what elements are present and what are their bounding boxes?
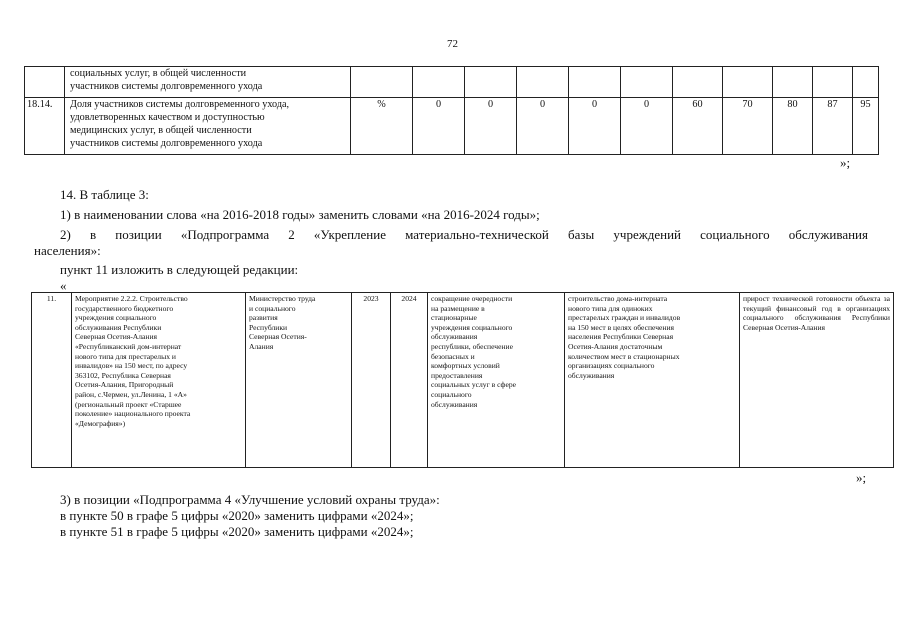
value-cell bbox=[569, 67, 621, 98]
unit-cell bbox=[351, 67, 413, 98]
value-cell bbox=[813, 67, 853, 98]
table-row bbox=[32, 293, 894, 468]
item-14-heading: 14. В таблице 3: bbox=[60, 187, 149, 202]
main-directions: строительство дома-интерната нового типа для одиноких престарелых граждан и инвалидов на 150 мест в целях обеспечения населения Республики Северная Осетия-Алания достаточным количеством мест в стационарных организациях социального обслуживания bbox=[565, 293, 740, 468]
opening-quote: « bbox=[60, 278, 67, 293]
expected-result: сокращение очередности на размещение в стационарные учреждения социального обслуживания республики, обеспечение безопасных и комфортных условий предоставления социальных услуг в сфере социального обслуживания bbox=[428, 293, 565, 468]
value-cell bbox=[621, 67, 673, 98]
measures-table bbox=[31, 292, 894, 468]
closing-quote: »; bbox=[856, 470, 867, 485]
point-50-text: в пункте 50 в графе 5 цифры «2020» заменить цифрами «2024»; bbox=[60, 508, 414, 523]
row-number bbox=[25, 67, 65, 98]
indicator-name: Доля участников системы долговременного ухода, удовлетворенных качеством и доступностью медицинских услуг, в общей численности участников системы долговременного ухода bbox=[65, 98, 351, 155]
value-cell: 0 bbox=[465, 98, 517, 155]
executor: Министерство труда и социального развития Республики Северная Осетия- Алания bbox=[246, 293, 352, 468]
value-cell bbox=[517, 67, 569, 98]
closing-quote: »; bbox=[840, 155, 851, 170]
value-cell: 70 bbox=[723, 98, 773, 155]
end-year: 2024 bbox=[391, 293, 428, 468]
point-11-text: пункт 11 изложить в следующей редакции: bbox=[60, 262, 299, 277]
value-cell: 87 bbox=[813, 98, 853, 155]
indicator-name: социальных услуг, в общей численности участников системы долговременного ухода bbox=[65, 67, 351, 98]
value-cell: 60 bbox=[673, 98, 723, 155]
value-cell: 95 bbox=[853, 98, 879, 155]
page-number: 72 bbox=[447, 38, 458, 50]
event-name: Мероприятие 2.2.2. Строительство государственного бюджетного учреждения социального обслуживания Республики Северная Осетия-Алания «Республиканский дом-интернат нового типа для престарелых и инвалидов» на 150 мест, по адресу 363102, Республика Северная Осетия-Алания, Пригородный район, с.Чермен, ул.Ленина, 1 «А» (региональный проект «Старшее поколение» национального проекта «Демография») bbox=[72, 293, 246, 468]
point-51-text: в пункте 51 в графе 5 цифры «2020» заменить цифрами «2024»; bbox=[60, 524, 414, 539]
row-number: 18.14. bbox=[25, 98, 65, 155]
table-row bbox=[25, 67, 879, 98]
subitem-1: 1) в наименовании слова «на 2016-2018 годы» заменить словами «на 2016-2024 годы»; bbox=[60, 207, 540, 222]
value-cell: 80 bbox=[773, 98, 813, 155]
unit-cell: % bbox=[351, 98, 413, 155]
start-year: 2023 bbox=[352, 293, 391, 468]
value-cell bbox=[413, 67, 465, 98]
value-cell bbox=[773, 67, 813, 98]
indicator-link: прирост технической готовности объекта за текущий финансовый год в организациях социального обслуживания Республики Северная Осетия-Алания bbox=[740, 293, 894, 468]
value-cell bbox=[465, 67, 517, 98]
value-cell bbox=[853, 67, 879, 98]
value-cell: 0 bbox=[413, 98, 465, 155]
subitem-2-line-1: 2) в позиции «Подпрограмма 2 «Укрепление материально-технической базы учреждений социального обслуживания bbox=[60, 227, 868, 242]
value-cell bbox=[673, 67, 723, 98]
row-number: 11. bbox=[32, 293, 72, 468]
subitem-3: 3) в позиции «Подпрограмма 4 «Улучшение условий охраны труда»: bbox=[60, 492, 440, 507]
table-row bbox=[25, 98, 879, 155]
subitem-2-line-2: населения»: bbox=[34, 243, 101, 258]
indicators-table bbox=[24, 66, 879, 155]
value-cell: 0 bbox=[621, 98, 673, 155]
value-cell: 0 bbox=[517, 98, 569, 155]
value-cell: 0 bbox=[569, 98, 621, 155]
value-cell bbox=[723, 67, 773, 98]
